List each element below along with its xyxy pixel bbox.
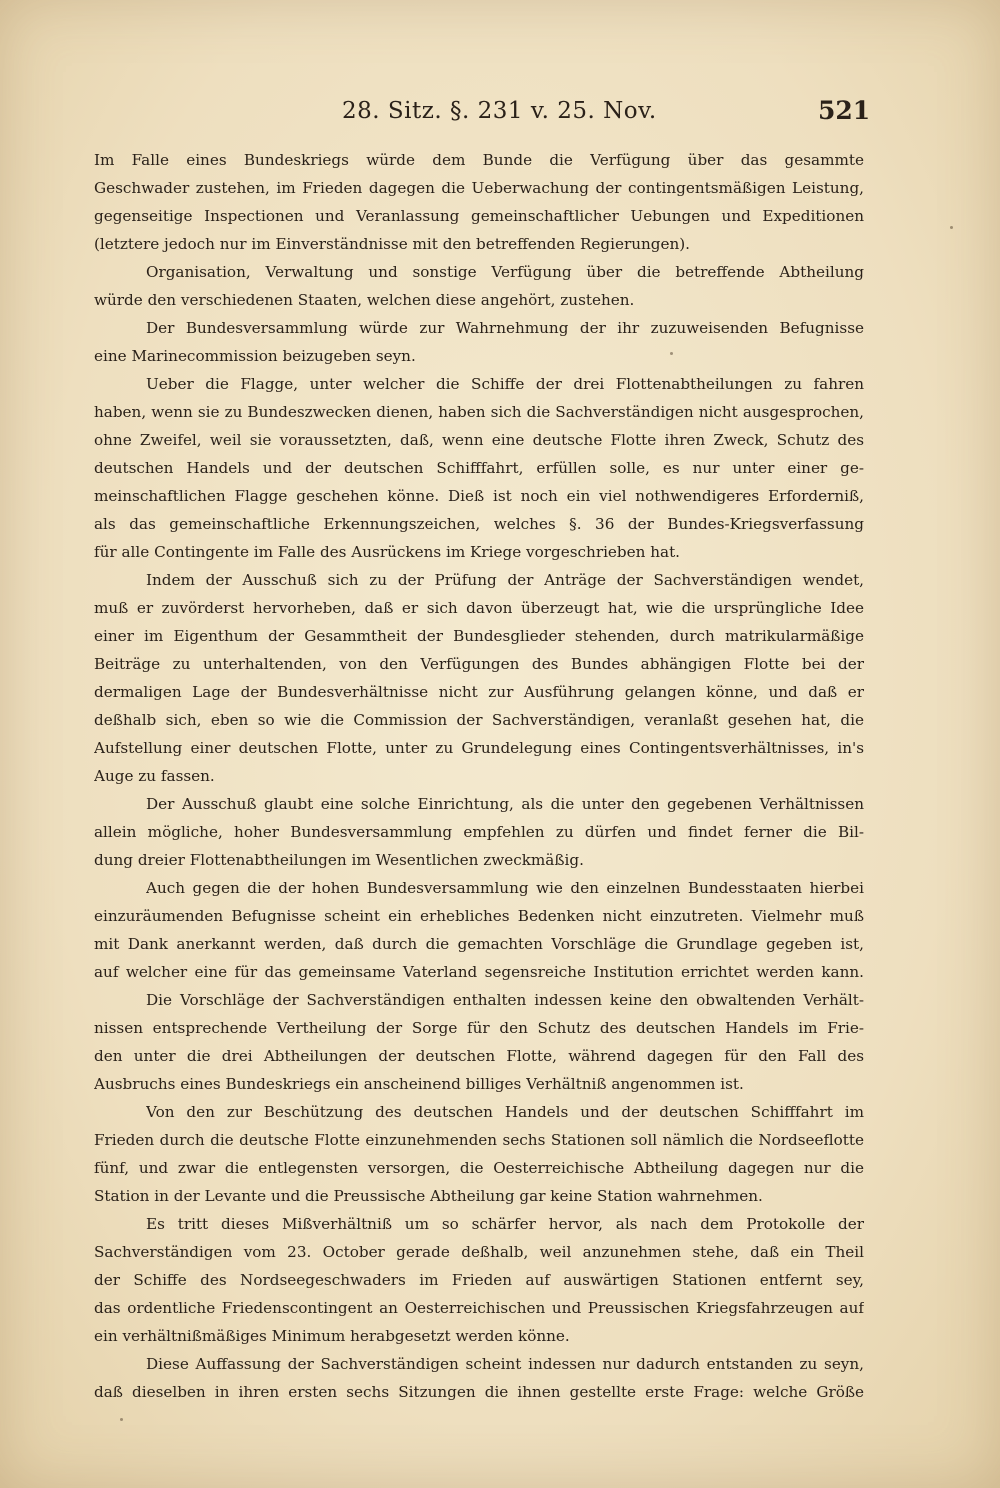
text-line: Auge zu fassen. — [94, 767, 215, 785]
text-line: nissen entsprechende Vertheilung der Sorge für den Schutz des deutschen Handels im Frie- — [94, 1019, 864, 1037]
text-line: dung dreier Flottenabtheilungen im Wesentlichen zweckmäßig. — [94, 851, 584, 869]
text-line: muß er zuvörderst hervorheben, daß er sich davon überzeugt hat, wie die ursprüngliche Idee — [94, 599, 864, 617]
text-line: Der Ausschuß glaubt eine solche Einrichtung, als die unter den gegebenen Verhältnissen — [146, 795, 864, 813]
text-line: Diese Auffassung der Sachverständigen scheint indessen nur dadurch entstanden zu seyn, — [146, 1355, 864, 1373]
text-line: Ueber die Flagge, unter welcher die Schiffe der drei Flottenabtheilungen zu fahren — [146, 375, 864, 393]
paper-speck — [120, 1418, 123, 1421]
text-line: (letztere jedoch nur im Einverständnisse mit den betreffenden Regierungen). — [94, 235, 691, 253]
text-line: eine Marinecommission beizugeben seyn. — [94, 347, 416, 365]
text-line: Station in der Levante und die Preussische Abtheilung gar keine Station wahrnehmen. — [94, 1187, 763, 1205]
text-line: dermaligen Lage der Bundesverhältnisse nicht zur Ausführung gelangen könne, und daß er — [94, 683, 864, 701]
text-line: deßhalb sich, eben so wie die Commission der Sachverständigen, veranlaßt gesehen hat, die — [94, 711, 864, 729]
text-line: deutschen Handels und der deutschen Schifffahrt, erfüllen solle, es nur unter einer ge- — [94, 459, 864, 477]
text-line: für alle Contingente im Falle des Ausrückens im Kriege vorgeschrieben hat. — [94, 543, 681, 561]
text-line: Indem der Ausschuß sich zu der Prüfung der Anträge der Sachverständigen wendet, — [146, 571, 864, 589]
text-line: Von den zur Beschützung des deutschen Handels und der deutschen Schifffahrt im — [146, 1103, 864, 1121]
text-line: Beiträge zu unterhaltenden, von den Verfügungen des Bundes abhängigen Flotte bei der — [94, 655, 864, 673]
text-line: Die Vorschläge der Sachverständigen enthalten indessen keine den obwaltenden Verhält- — [146, 991, 864, 1009]
text-line: einer im Eigenthum der Gesammtheit der Bundesglieder stehenden, durch matrikularmäßige — [94, 627, 864, 645]
text-line: den unter die drei Abtheilungen der deutschen Flotte, während dagegen für den Fall des — [94, 1047, 864, 1065]
text-line: das ordentliche Friedenscontingent an Oesterreichischen und Preussischen Kriegsfahrzeugen auf — [94, 1299, 864, 1317]
text-line: Der Bundesversammlung würde zur Wahrnehmung der ihr zuzuweisenden Befugnisse — [146, 319, 864, 337]
text-line: als das gemeinschaftliche Erkennungszeichen, welches §. 36 der Bundes-Kriegsverfassung — [94, 515, 864, 533]
text-line: Aufstellung einer deutschen Flotte, unter zu Grundelegung eines Contingentsverhältnisses, in's — [94, 739, 864, 757]
paper-speck — [670, 352, 673, 355]
text-line: haben, wenn sie zu Bundeszwecken dienen, haben sich die Sachverständigen nicht ausgesprochen, — [94, 403, 864, 421]
text-line: fünf, und zwar die entlegensten versorgen, die Oesterreichische Abtheilung dagegen nur die — [94, 1159, 864, 1177]
text-line: Sachverständigen vom 23. October gerade deßhalb, weil anzunehmen stehe, daß ein Theil — [94, 1243, 864, 1261]
text-line: daß dieselben in ihren ersten sechs Sitzungen die ihnen gestellte erste Frage: welche Größe — [94, 1383, 864, 1401]
text-line: Ausbruchs eines Bundeskriegs ein anscheinend billiges Verhältniß angenommen ist. — [94, 1075, 744, 1093]
text-line: der Schiffe des Nordseegeschwaders im Frieden auf auswärtigen Stationen entfernt sey, — [94, 1271, 864, 1289]
text-line: auf welcher eine für das gemeinsame Vaterland segensreiche Institution errichtet werden kann. — [94, 963, 864, 981]
running-head: 28. Sitz. §. 231 v. 25. Nov. — [342, 98, 657, 124]
text-line: Geschwader zustehen, im Frieden dagegen die Ueberwachung der contingentsmäßigen Leistung, — [94, 179, 864, 197]
text-line: Im Falle eines Bundeskriegs würde dem Bunde die Verfügung über das gesammte — [94, 151, 864, 169]
text-line: Frieden durch die deutsche Flotte einzunehmenden sechs Stationen soll nämlich die Nordseeflotte — [94, 1131, 864, 1149]
page-number: 521 — [818, 96, 871, 125]
text-line: meinschaftlichen Flagge geschehen könne. Dieß ist noch ein viel nothwendigeres Erforderniß, — [94, 487, 864, 505]
text-line: Auch gegen die der hohen Bundesversammlung wie den einzelnen Bundesstaaten hierbei — [146, 879, 864, 897]
paper-speck — [950, 226, 953, 229]
text-line: ein verhältnißmäßiges Minimum herabgesetzt werden könne. — [94, 1327, 570, 1345]
text-line: Organisation, Verwaltung und sonstige Verfügung über die betreffende Abtheilung — [146, 263, 864, 281]
text-line: einzuräumenden Befugnisse scheint ein erhebliches Bedenken nicht einzutreten. Vielmehr muß — [94, 907, 864, 925]
text-line: Es tritt dieses Mißverhältniß um so schärfer hervor, als nach dem Protokolle der — [146, 1215, 864, 1233]
text-line: würde den verschiedenen Staaten, welchen diese angehört, zustehen. — [94, 291, 635, 309]
text-line: allein mögliche, hoher Bundesversammlung empfehlen zu dürfen und findet ferner die Bil- — [94, 823, 864, 841]
text-line: gegenseitige Inspectionen und Veranlassung gemeinschaftlicher Uebungen und Expeditionen — [94, 207, 864, 225]
text-line: ohne Zweifel, weil sie voraussetzten, daß, wenn eine deutsche Flotte ihren Zweck, Schutz des — [94, 431, 864, 449]
text-line: mit Dank anerkannt werden, daß durch die gemachten Vorschläge die Grundlage gegeben ist, — [94, 935, 864, 953]
